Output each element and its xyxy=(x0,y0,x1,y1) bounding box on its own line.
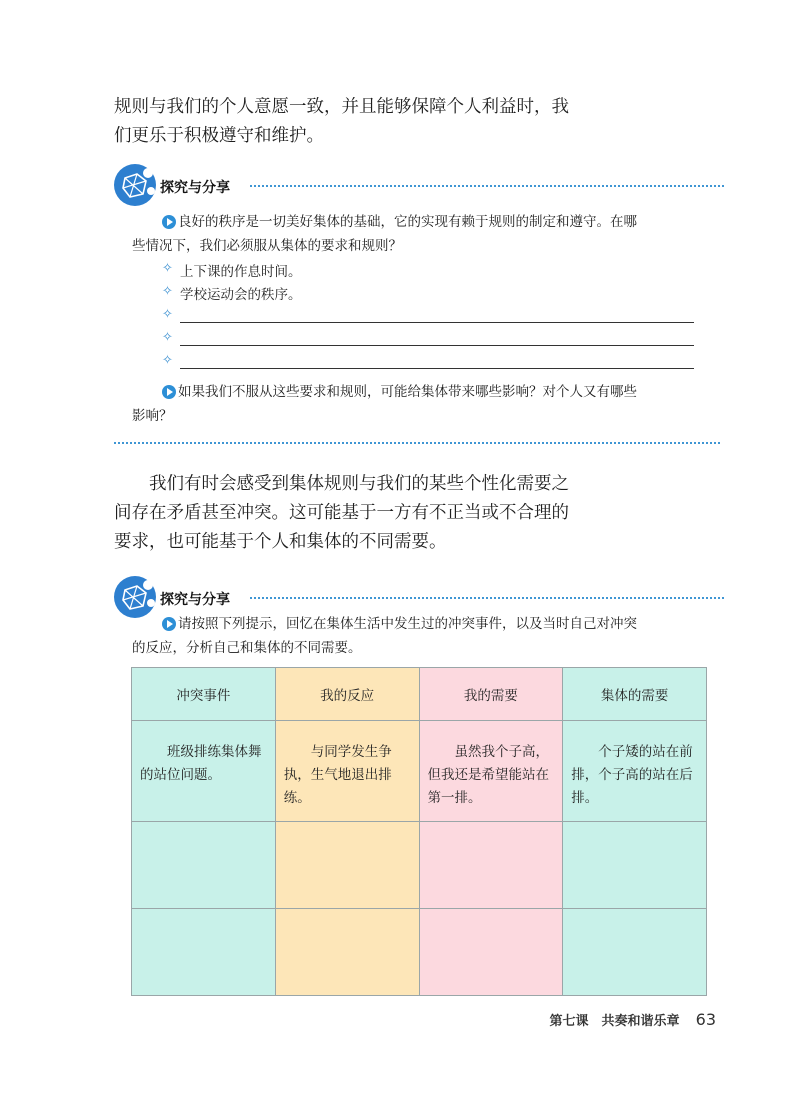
diamond-bullet-icon: ✧ xyxy=(162,353,173,368)
question-line: 如果我们不服从这些要求和规则，可能给集体带来哪些影响？对个人又有哪些 xyxy=(178,384,637,400)
list-item xyxy=(162,281,702,304)
column-header: 冲突事件 xyxy=(132,668,276,721)
table-cell: 个子矮的站在前排，个子高的站在后排。 xyxy=(563,721,707,822)
intro-line: 们更乐于积极遵守和维护。 xyxy=(114,126,324,146)
arrow-bullet-icon xyxy=(162,617,176,631)
conflict-table xyxy=(131,667,707,996)
table-row xyxy=(132,909,707,996)
table-header-row xyxy=(132,668,707,721)
explore-badge-icon xyxy=(112,162,158,208)
table-row xyxy=(132,721,707,822)
column-header: 集体的需要 xyxy=(563,668,707,721)
middle-paragraph xyxy=(114,470,584,557)
empty-cell[interactable] xyxy=(132,822,276,909)
list-item xyxy=(162,304,702,327)
section-title: 探究与分享 xyxy=(160,592,230,608)
blank-answer-line[interactable] xyxy=(180,368,694,369)
question-line: 请按照下列提示，回忆在集体生活中发生过的冲突事件，以及当时自己对冲突 xyxy=(178,616,637,632)
list-item xyxy=(162,350,702,373)
paragraph-line: 我们有时会感受到集体规则与我们的某些个性化需要之 xyxy=(149,474,569,494)
table-cell: 虽然我个子高，但我还是希望能站在第一排。 xyxy=(419,721,563,822)
empty-cell[interactable] xyxy=(275,822,419,909)
paragraph-line: 间存在矛盾甚至冲突。这可能基于一方有不正当或不合理的 xyxy=(114,503,569,523)
blank-answer-line[interactable] xyxy=(180,345,694,346)
empty-cell[interactable] xyxy=(563,822,707,909)
arrow-bullet-icon xyxy=(162,385,176,399)
bullet-list xyxy=(162,258,702,373)
dotted-rule xyxy=(250,597,724,599)
question-line: 的反应，分析自己和集体的不同需要。 xyxy=(132,640,362,656)
page-footer xyxy=(549,1010,716,1029)
table-row xyxy=(132,822,707,909)
diamond-bullet-icon: ✧ xyxy=(162,307,173,322)
section-separator xyxy=(114,442,720,444)
diamond-bullet-icon: ✧ xyxy=(162,284,173,299)
column-header: 我的需要 xyxy=(419,668,563,721)
arrow-bullet-icon xyxy=(162,215,176,229)
list-item xyxy=(162,327,702,350)
empty-cell[interactable] xyxy=(275,909,419,996)
question-line: 影响？ xyxy=(132,408,173,424)
column-header: 我的反应 xyxy=(275,668,419,721)
question-3 xyxy=(130,612,710,660)
bullet-text: 学校运动会的秩序。 xyxy=(180,287,302,303)
page-number: 63 xyxy=(695,1010,716,1029)
blank-answer-line[interactable] xyxy=(180,322,694,323)
list-item xyxy=(162,258,702,281)
dotted-rule xyxy=(250,185,724,187)
empty-cell[interactable] xyxy=(419,822,563,909)
intro-line: 规则与我们的个人意愿一致，并且能够保障个人利益时，我 xyxy=(114,97,569,117)
chapter-title: 第七课 共奏和谐乐章 xyxy=(549,1014,680,1029)
empty-cell[interactable] xyxy=(132,909,276,996)
table-cell: 班级排练集体舞的站位问题。 xyxy=(132,721,276,822)
intro-paragraph xyxy=(114,93,594,151)
bullet-text: 上下课的作息时间。 xyxy=(180,264,302,280)
question-1 xyxy=(130,210,710,258)
diamond-bullet-icon: ✧ xyxy=(162,330,173,345)
diamond-bullet-icon: ✧ xyxy=(162,261,173,276)
empty-cell[interactable] xyxy=(563,909,707,996)
empty-cell[interactable] xyxy=(419,909,563,996)
table-cell: 与同学发生争执，生气地退出排练。 xyxy=(275,721,419,822)
question-2 xyxy=(130,380,710,428)
question-line: 良好的秩序是一切美好集体的基础，它的实现有赖于规则的制定和遵守。在哪 xyxy=(178,214,637,230)
section-title: 探究与分享 xyxy=(160,180,230,196)
paragraph-line: 要求，也可能基于个人和集体的不同需要。 xyxy=(114,532,447,552)
question-line: 些情况下，我们必须服从集体的要求和规则？ xyxy=(132,238,402,254)
explore-share-header xyxy=(112,162,724,208)
